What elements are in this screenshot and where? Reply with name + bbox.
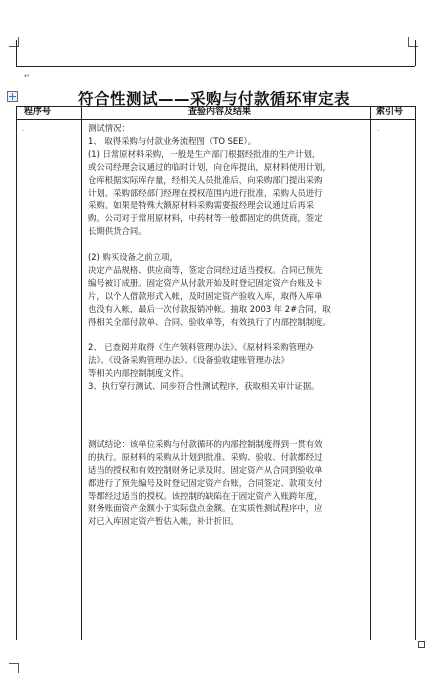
body-line: (1) 日常原材料采购，一般是生产部门根据经批准的生产计划， [88, 148, 321, 159]
table-header-rule [16, 119, 415, 120]
table-col2-rule [370, 106, 371, 640]
body-line: 得相关全部付款单、合同、验收单等，有效执行了内部控制制度。 [88, 316, 331, 327]
body-line: 长期供货合同。 [88, 226, 147, 237]
body-line: 决定产品规格、供应商等，签定合同经过适当授权。合同已预先 [88, 264, 323, 275]
prev-table-left-rule [16, 40, 17, 66]
body-line: 财务账面资产金额小于实际盘点金额。在实质性测试程序中，应 [88, 503, 323, 514]
body-line: 购。公司对于常用原材料，中药材等一般都固定的供货商，签定 [88, 213, 323, 224]
body-line: 对已入库固定资产暂估入帐，补计折旧。 [88, 516, 239, 527]
crop-mark-top-left [9, 37, 19, 47]
table-left-rule [16, 106, 17, 640]
header-content: 查验内容及结果 [188, 107, 252, 117]
body-line: 编号被订成册。固定资产从付款开始及时登记固定资产台账及卡 [88, 277, 323, 288]
body-line: 2、 已查阅并取得《生产领料管理办法》、《原材料采购管理办 [88, 342, 314, 353]
header-program-no: 程序号 [24, 107, 52, 117]
table-resize-handle[interactable] [418, 641, 425, 648]
body-line: 的执行。原材料的采购从计划到批准、采购、验收、付款都经过 [88, 451, 323, 462]
body-line: 等都经过适当的授权。该控制的缺陷在于固定资产入账跨年度， [88, 490, 323, 501]
cell-end-mark: . [22, 125, 25, 133]
body-line: 仓库根据实际库存量，经相关人员批准后，向采购部门提出采购 [88, 174, 323, 185]
prev-table-bottom-rule [16, 66, 415, 67]
body-line: 法》、《设备采购管理办法》、《设备验收建账管理办法》 [88, 355, 289, 366]
body-line: 片，以个人借款形式入帐，及时固定资产验收入库，取得入库单 [88, 290, 323, 301]
body-line: 都进行了预先编号及时登记固定资产台账，合同签定、款项支付 [88, 477, 323, 488]
body-line: (2) 购买设备之前立项， [88, 252, 178, 262]
body-line: 也没有入帐，最后一次付款报销冲帐。抽取 2003 年 2#合同，取 [88, 303, 331, 314]
document-title: 符合性测试——采购与付款循环审定表 [77, 90, 350, 108]
prev-table-right-rule [415, 40, 416, 66]
paragraph-mark: ↵ [24, 72, 30, 80]
body-line: 计划。采购部经部门经理在授权范围内进行批准，采购人员进行 [88, 187, 323, 198]
body-line: 测试情况： [88, 123, 130, 133]
table-col1-rule [81, 106, 82, 640]
body-line: 采购。如果是特殊大额原材料采购需要报经理会议通过后再采 [88, 200, 315, 211]
table-right-rule [415, 106, 416, 640]
body-line: 等相关内部控制制度文件。 [88, 368, 189, 379]
crop-mark-bottom-left [9, 663, 19, 673]
body-line: 测试结论：该单位采购与付款循环的内部控制制度得到一贯有效 [88, 438, 323, 449]
body-line: 适当的授权和有效控制财务记录及时。固定资产从合同到验收单 [88, 464, 323, 475]
body-line: 或公司经理会议通过的临时计划，向仓库提出，原材料使用计划， [88, 161, 331, 172]
cell-end-mark: . [377, 125, 380, 133]
body-line: 3、执行穿行测试、同步符合性测试程序，获取相关审计证据。 [88, 381, 320, 391]
crop-mark-top-right [408, 37, 418, 47]
header-index-no: 索引号 [376, 107, 404, 117]
body-line: 1、 取得采购与付款业务流程图（TO SEE）。 [88, 135, 257, 146]
